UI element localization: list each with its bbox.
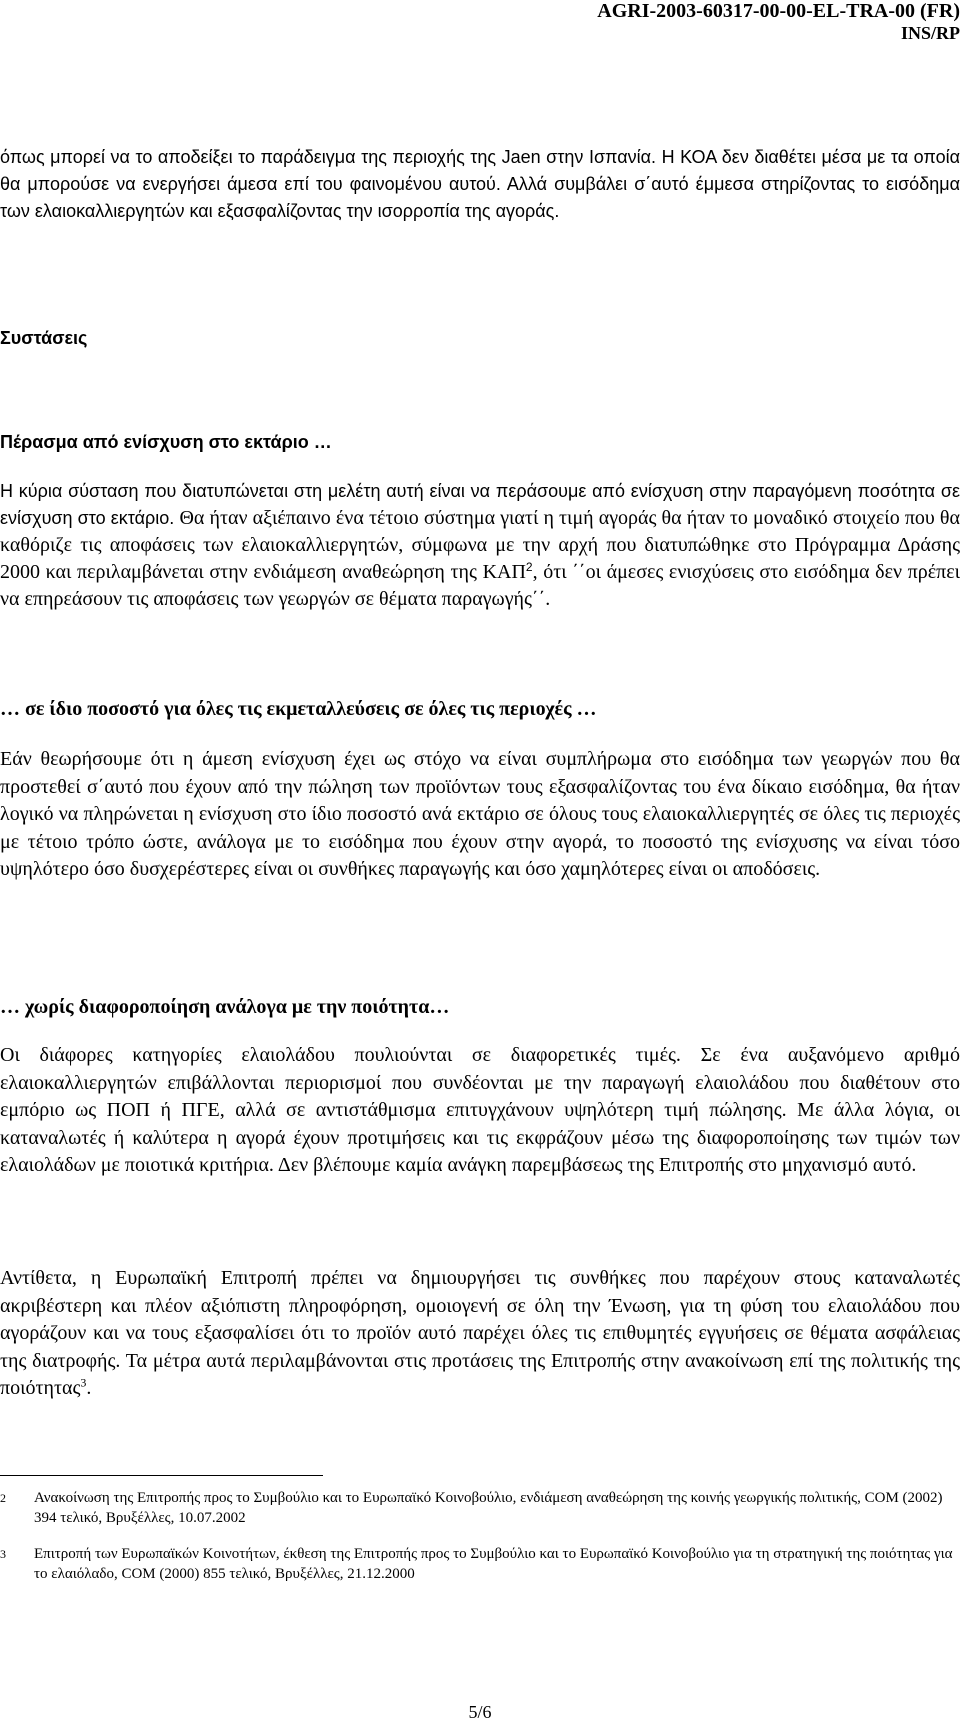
same-rate-paragraph: Εάν θεωρήσουμε ότι η άμεση ενίσχυση έχει ως στόχο να είναι συμπλήρωμα στο εισόδημα των γεωργών που θα προστεθεί σ΄αυτό που έχουν από την πώληση των προϊόντων τους εξασφαλίζοντας του ένα δίκαιο εισόδημα, θα ήταν λογικό να πληρώνεται η ενίσχυση στο ίδιο ποσοστό ανά εκτάριο σε όλους τους ελαιοκαλλιεργητές σε όλες τις περιοχές με τέτοιο τρόπο ώστε, ανάλογα με το εισόδημα που έχουν στην αγορά, το ποσοστό της ενίσχυσης να είναι τόσο υψηλότερο όσο δυσχερέστερες είναι οι συνθήκες παραγωγής και όσο χαμηλότερες είναι οι αποδόσεις. — [0, 748, 960, 880]
footnote-text: Επιτροπή των Ευρωπαϊκών Κοινοτήτων, έκθεση της Επιτροπής προς το Συμβούλιο και το Ευρωπαϊκό Κοινοβούλιο για τη στρατηγική της ποιότητας για το ελαιόλαδο, COM (2000) 855 τελικό, Βρυξέλλες, 21.12.2000 — [34, 1546, 953, 1582]
document-reference: AGRI-2003-60317-00-00-EL-TRA-00 (FR) — [597, 0, 960, 22]
transition-text-a: Η κύρια σύσταση που διατυπώνεται στη μελέτη αυτή είναι να περάσουμε από ενίσχυση στην παραγόμενη ποσότητα σε ενίσχυση στο εκτάριο. — [0, 481, 960, 528]
intro-paragraph: όπως μπορεί να το αποδείξει το παράδειγμα της περιοχής της Jaen στην Ισπανία. Η ΚΟΑ δεν διαθέτει μέσα με τα οποία θα μπορούσε να ενεργήσει άμεσα επί του φαινομένου αυτού. Αλλά συμβάλει σ΄αυτό έμμεσα στηρίζοντας το εισόδημα των ελαιοκαλλιεργητών και εξασφαλίζοντας την ισορροπία της αγοράς. — [0, 147, 960, 221]
subheading-transition: Πέρασμα από ενίσχυση στο εκτάριο … — [0, 432, 332, 452]
transition-text-b: Θα ήταν αξιέπαινο ένα τέτοιο σύστημα γιατί η τιμή αγοράς θα ήταν το μοναδικό στοιχείο που θα καθόριζε τις αποφάσεις των ελαιοκαλλιεργητών, σύμφωνα με την αρχή που διατυπώθηκε στο Πρόγραμμα Δράσης 2000 και περιλαμβάνεται στην ενδιάμεση αναθεώρηση της ΚΑΠ — [0, 507, 960, 583]
subheading-same-rate: … σε ίδιο ποσοστό για όλες τις εκμεταλλεύσεις σε όλες τις περιοχές … — [0, 698, 597, 720]
commission-text: Αντίθετα, η Ευρωπαϊκή Επιτροπή πρέπει να δημιουργήσει τις συνθήκες που παρέχουν στους καταναλωτές ακριβέστερη και πλέον αξιόπιστη πληροφόρηση, ομοιογενή σε όλη την Ένωση, για τη φύση του ελαιολάδου που αγοράζουν και να τους εξασφαλίσει ότι το προϊόν αυτό παρέχει όλες τις επιθυμητές εγγυήσεις σε θέματα ασφάλειας της διατροφής. Τα μέτρα αυτά περιλαμβάνονται στις προτάσεις της Επιτροπής στην ανακοίνωση επί της πολιτικής της ποιότητας — [0, 1267, 960, 1399]
quality-paragraph: Οι διάφορες κατηγορίες ελαιολάδου πουλιούνται σε διαφορετικές τιμές. Σε ένα αυξανόμενο αριθμό ελαιοκαλλιεργητών επιβάλλονται περιορισμοί που συνδέονται με την παραγωγή ελαιολάδου που διαθέτουν στο εμπόριο ως ΠΟΠ ή ΠΓΕ, αλλά σε αντιστάθμισμα επιτυγχάνουν υψηλότερη τιμή πώλησης. Με άλλα λόγια, οι καταναλωτές ή καλύτερα η αγορά έχουν προτιμήσεις και τις εκφράζουν μέσω της διαφοροποίησης των τιμών των ελαιολάδων με ποιοτικά κριτήρια. Δεν βλέπουμε καμία ανάγκη παρεμβάσεως της Επιτροπής στο μηχανισμό αυτό. — [0, 1044, 960, 1176]
footnote-separator — [0, 1475, 323, 1476]
transition-heading-block — [0, 432, 960, 453]
same-rate-heading-block — [0, 698, 960, 721]
transition-text-c: , ότι ΄΄οι άμεσες ενισχύσεις στο εισόδημα δεν πρέπει να επηρεάσουν τις αποφάσεις των γεωργών σε θέματα παραγωγής΄΄. — [0, 561, 960, 610]
transition-paragraph — [0, 478, 960, 613]
same-rate-paragraph-block — [0, 746, 960, 884]
transition-paragraph-block — [0, 478, 960, 613]
quality-paragraph-block — [0, 1042, 960, 1180]
page-number: 5/6 — [468, 1702, 492, 1722]
commission-text-end: . — [86, 1377, 92, 1399]
commission-paragraph — [0, 1265, 960, 1403]
author-reference: INS/RP — [900, 23, 960, 43]
footnote-ref-3[interactable]: 3 — [80, 1375, 87, 1390]
commission-paragraph-block — [0, 1265, 960, 1403]
footnote-number: 2 — [0, 1491, 6, 1505]
footnote-text: Ανακοίνωση της Επιτροπής προς το Συμβούλιο και το Ευρωπαϊκό Κοινοβούλιο, ενδιάμεση αναθεώρηση της κοινής γεωργικής πολιτικής, COM (2002) 394 τελικό, Βρυξέλλες, 10.07.2002 — [34, 1490, 943, 1526]
subheading-quality: … χωρίς διαφοροποίηση ανάλογα με την ποιότητα… — [0, 996, 450, 1018]
section-heading-recommendations: Συστάσεις — [0, 328, 88, 348]
footnote-number: 3 — [0, 1547, 6, 1561]
recommendations-heading-block — [0, 328, 960, 349]
document-header — [540, 0, 960, 44]
footnote-ref-2[interactable]: 2 — [525, 560, 533, 574]
intro-paragraph-block — [0, 144, 960, 225]
quality-heading-block — [0, 996, 960, 1019]
footnote-3 — [0, 1544, 960, 1584]
footnote-2 — [0, 1488, 960, 1528]
